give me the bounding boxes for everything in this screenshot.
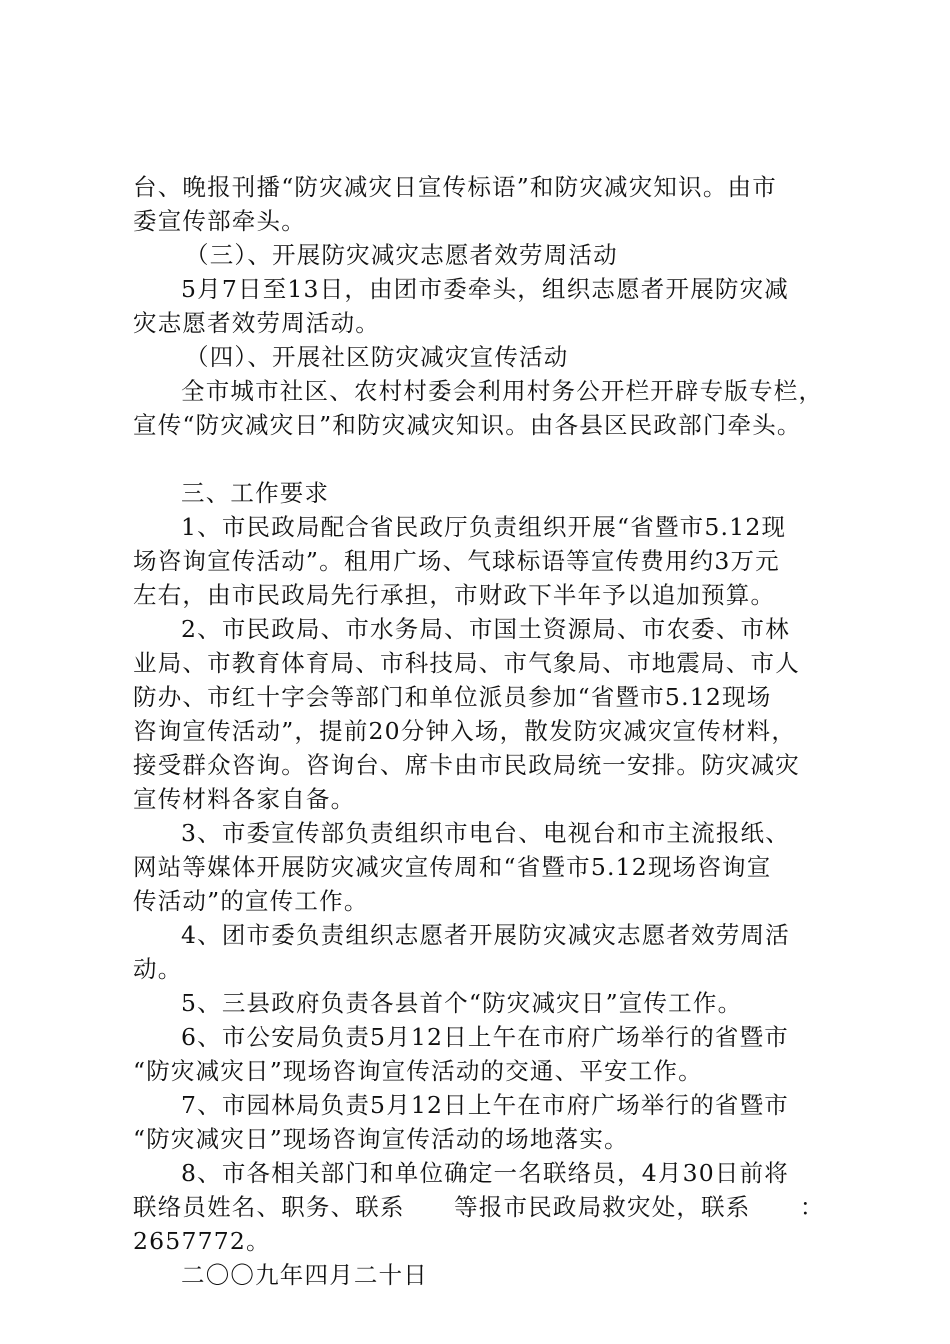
text-line: 8、市各相关部门和单位确定一名联络员，4月30日前将 [181, 1159, 790, 1187]
document-body [133, 170, 843, 1292]
text-line: 灾志愿者效劳周活动。 [133, 309, 380, 337]
document-date: 二〇〇九年四月二十日 [181, 1261, 428, 1289]
text-line: 联络员姓名、职务、联系 等报市民政局救灾处，联系 ： [133, 1193, 825, 1221]
text-line: “防灾减灾日”现场咨询宣传活动的交通、平安工作。 [133, 1057, 703, 1085]
section-heading-requirements: 三、工作要求 [181, 479, 330, 507]
text-line: 4、团市委负责组织志愿者开展防灾减灾志愿者效劳周活 [181, 921, 790, 949]
text-line: 7、市园林局负责5月12日上午在市府广场举行的省暨市 [181, 1091, 790, 1119]
text-line: 6、市公安局负责5月12日上午在市府广场举行的省暨市 [181, 1023, 790, 1051]
text-line: 业局、市教育体育局、市科技局、市气象局、市地震局、市人 [133, 649, 800, 677]
text-line: 场咨询宣传活动”。租用广场、气球标语等宣传费用约3万元 [133, 547, 780, 575]
text-line: 5月7日至13日，由团市委牵头，组织志愿者开展防灾减 [181, 275, 790, 303]
text-line: 宣传“防灾减灾日”和防灾减灾知识。由各县区民政部门牵头。 [133, 411, 802, 439]
text-line: 接受群众咨询。咨询台、席卡由市民政局统一安排。防灾减灾 [133, 751, 800, 779]
text-line: “防灾减灾日”现场咨询宣传活动的场地落实。 [133, 1125, 629, 1153]
text-line: 委宣传部牵头。 [133, 207, 306, 235]
text-line: 动。 [133, 955, 183, 983]
section-heading-3: （三）、开展防灾减灾志愿者效劳周活动 [185, 241, 618, 269]
text-line: 咨询宣传活动”，提前20分钟入场，散发防灾减灾宣传材料， [133, 717, 797, 745]
text-line: 全市城市社区、农村村委会利用村务公开栏开辟专版专栏， [181, 377, 824, 405]
text-line: 传活动”的宣传工作。 [133, 887, 369, 915]
text-line: 5、三县政府负责各县首个“防灾减灾日”宣传工作。 [181, 989, 743, 1017]
text-line: 3、市委宣传部负责组织市电台、电视台和市主流报纸、 [181, 819, 790, 847]
text-line: 台、晚报刊播“防灾减灾日宣传标语”和防灾减灾知识。由市 [133, 173, 777, 201]
blank-line [133, 442, 843, 476]
text-line: 左右，由市民政局先行承担，市财政下半年予以追加预算。 [133, 581, 776, 609]
text-line: 防办、市红十字会等部门和单位派员参加“省暨市5.12现场 [133, 683, 772, 711]
text-line: 1、市民政局配合省民政厅负责组织开展“省暨市5.12现 [181, 513, 787, 541]
section-heading-4: （四）、开展社区防灾减灾宣传活动 [185, 343, 569, 371]
text-line: 宣传材料各家自备。 [133, 785, 356, 813]
text-line: 网站等媒体开展防灾减灾宣传周和“省暨市5.12现场咨询宣 [133, 853, 772, 881]
text-line: 2、市民政局、市水务局、市国土资源局、市农委、市林 [181, 615, 790, 643]
text-line: 2657772。 [133, 1227, 271, 1255]
